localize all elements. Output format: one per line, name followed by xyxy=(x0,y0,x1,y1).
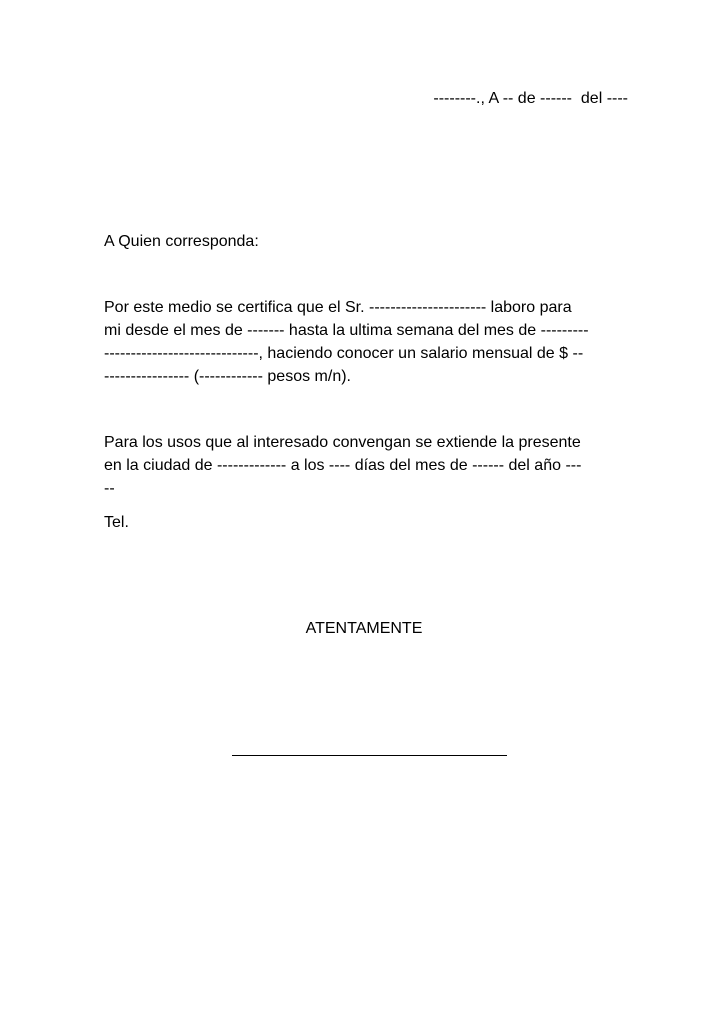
paragraph-line: -- xyxy=(104,480,115,497)
paragraph-line: ---------------- (------------ pesos m/n). xyxy=(104,368,351,385)
paragraph-line: Para los usos que al interesado convengan se extiende la presente xyxy=(104,434,581,451)
closing-text: ATENTAMENTE xyxy=(305,620,423,637)
date-line: --------., A -- de ------ del ---- xyxy=(433,90,628,107)
purpose-paragraph xyxy=(104,431,627,500)
paragraph-line: mi desde el mes de ------- hasta la ultima semana del mes de --------- xyxy=(104,322,589,339)
certification-paragraph xyxy=(104,296,627,388)
tel-label: Tel. xyxy=(104,514,129,531)
paragraph-line: Por este medio se certifica que el Sr. ---------------------- laboro para xyxy=(104,299,572,316)
paragraph-line: -----------------------------, haciendo conocer un salario mensual de $ -- xyxy=(104,345,584,362)
salutation: A Quien corresponda: xyxy=(104,233,259,250)
signature-line xyxy=(232,755,507,756)
paragraph-line: en la ciudad de ------------- a los ---- días del mes de ------ del año --- xyxy=(104,457,582,474)
